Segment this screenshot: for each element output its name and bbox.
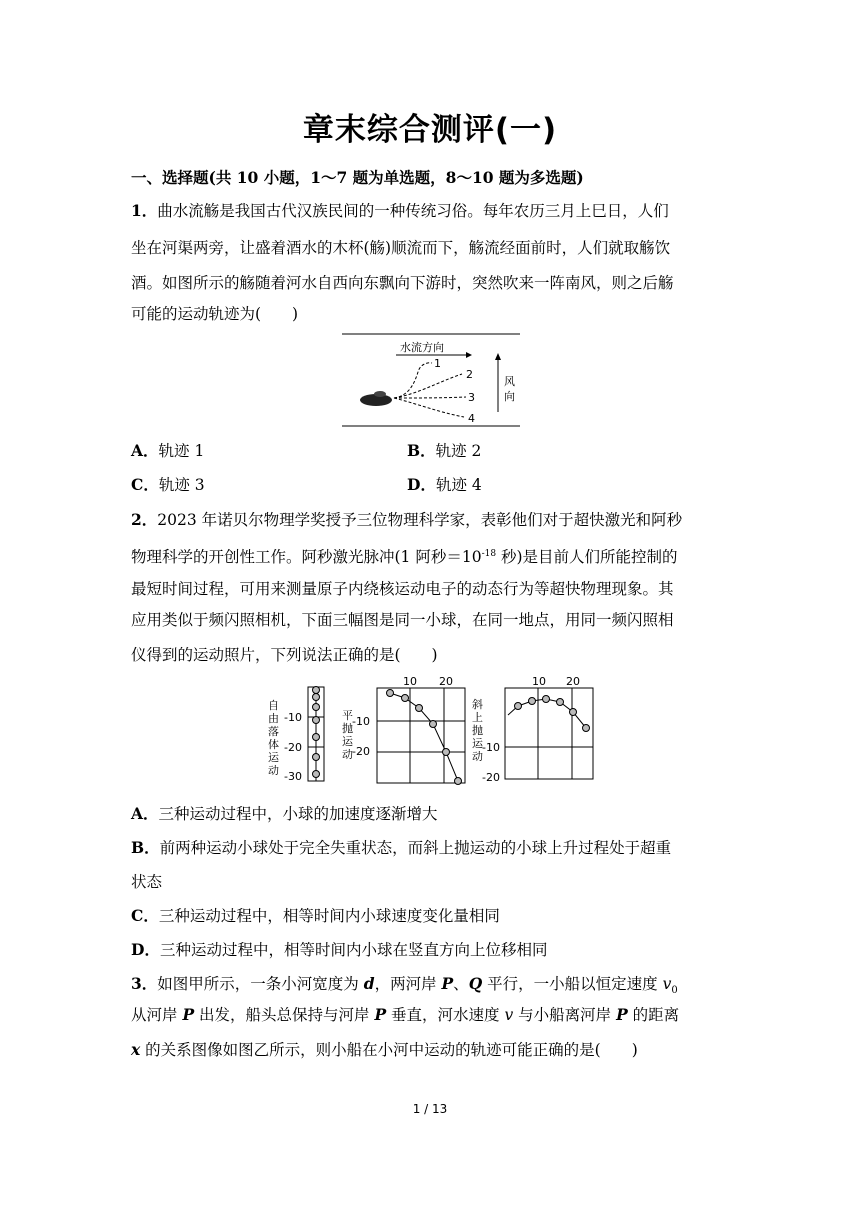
q1-option-c-text: 轨迹 3	[158, 476, 205, 494]
track-3-label: 3	[468, 391, 475, 404]
q3-text: 、	[453, 975, 469, 993]
q1-option-a-key: A．	[131, 441, 159, 460]
q1-option-d-text: 轨迹 4	[435, 476, 482, 494]
track-1	[394, 363, 432, 398]
oblique-tick-x: 10	[532, 675, 546, 688]
q2-option-a[interactable]	[131, 803, 438, 825]
q3-var-d: d	[363, 974, 375, 993]
projectile-tick-x: 20	[439, 675, 453, 688]
water-flow-label: 水流方向	[400, 341, 444, 354]
q3-var-p: P	[616, 1005, 628, 1024]
q2-option-c[interactable]	[131, 905, 500, 927]
q1-option-d-key: D．	[407, 475, 436, 494]
free-fall-ball	[313, 754, 320, 761]
free-fall-label-char: 自	[268, 699, 279, 712]
q1-option-d[interactable]	[407, 474, 482, 496]
q2-line-2	[131, 543, 678, 568]
q2-text-2b: 秒)是目前人们所能控制的	[496, 548, 678, 566]
projectile-ball	[455, 778, 462, 785]
free-fall-tick: -10	[284, 711, 302, 724]
q2-strobe-figure	[262, 673, 602, 788]
q2-line-4: 应用类似于频闪照相机，下面三幅图是同一小球，在同一地点，用同一频闪照相	[131, 611, 674, 629]
q1-option-b-key: B．	[407, 441, 436, 460]
wind-label-2: 向	[504, 390, 515, 403]
oblique-panel	[472, 675, 593, 784]
q2-option-c-text: 三种运动过程中，相等时间内小球速度变化量相同	[158, 907, 500, 925]
oblique-label-char: 抛	[472, 724, 483, 737]
projectile-label-char: 动	[342, 748, 353, 761]
free-fall-tick: -20	[284, 741, 302, 754]
free-fall-label-char: 运	[268, 751, 279, 764]
section-label: 一、选择题	[131, 168, 209, 187]
oblique-ball	[557, 699, 564, 706]
oblique-label-char: 动	[472, 750, 483, 763]
track-1-label: 1	[434, 357, 441, 370]
q3-line-2	[131, 1004, 679, 1026]
free-fall-ball	[313, 704, 320, 711]
oblique-tick-x: 20	[566, 675, 580, 688]
free-fall-ball	[313, 717, 320, 724]
q1-line-3: 酒。如图所示的觞随着河水自西向东飘向下游时，突然吹来一阵南风，则之后觞	[131, 274, 674, 292]
q3-line-3	[131, 1039, 638, 1061]
q3-var-q: Q	[468, 974, 483, 993]
q3-var-x: x	[131, 1040, 141, 1059]
projectile-tick-y: -20	[352, 745, 370, 758]
q2-option-b[interactable]	[131, 837, 671, 859]
track-4-label: 4	[468, 412, 475, 425]
q3-number: 3．	[131, 974, 158, 993]
q2-line-1	[131, 509, 682, 531]
q3-text: 从河岸	[131, 1006, 183, 1024]
page-title: 章末综合测评(一)	[302, 112, 558, 148]
q3-text: 平行，一小船以恒定速度	[482, 975, 663, 993]
q1-text-1: 曲水流觞是我国古代汉族民间的一种传统习俗。每年农历三月上巳日，人们	[157, 202, 669, 220]
q3-text: 与小船离河岸	[513, 1006, 617, 1024]
q3-var-p: P	[182, 1005, 195, 1024]
q2-option-c-key: C．	[131, 906, 159, 925]
free-fall-ball	[313, 771, 320, 778]
free-fall-tick: -30	[284, 770, 302, 783]
projectile-tick-y: -10	[352, 715, 370, 728]
projectile-label-char: 抛	[342, 722, 353, 735]
q3-text: 如图甲所示，一条小河宽度为	[157, 975, 364, 993]
projectile-path	[390, 693, 458, 781]
free-fall-label-char: 落	[268, 725, 279, 738]
q2-option-b-cont: 状态	[131, 873, 163, 891]
q3-text: 的关系图像如图乙所示，则小船在小河中运动的轨迹可能正确的是( )	[140, 1041, 638, 1059]
free-fall-label-char: 动	[268, 764, 279, 777]
free-fall-panel	[268, 687, 324, 784]
q2-option-b-key: B．	[131, 838, 160, 857]
q1-option-a-text: 轨迹 1	[158, 442, 205, 460]
q2-line-5: 仪得到的运动照片，下列说法正确的是( )	[131, 646, 438, 664]
free-fall-label-char: 体	[268, 738, 279, 751]
q1-line-1	[131, 200, 669, 222]
q2-option-a-key: A．	[131, 804, 159, 823]
track-2-label: 2	[466, 368, 473, 381]
q1-option-c[interactable]	[131, 474, 205, 496]
wind-label-1: 风	[504, 375, 515, 388]
q1-line-4: 可能的运动轨迹为( )	[131, 305, 299, 323]
projectile-label-char: 平	[342, 709, 353, 722]
projectile-ball	[443, 749, 450, 756]
q3-text: 垂直，河水速度	[386, 1006, 505, 1024]
q3-var-v0: v	[662, 975, 672, 993]
q3-var-v: v	[504, 1006, 514, 1024]
water-flow-arrowhead	[466, 352, 472, 358]
projectile-panel	[342, 675, 465, 785]
q1-option-c-key: C．	[131, 475, 159, 494]
q2-option-d-key: D．	[131, 940, 160, 959]
q2-option-d-text: 三种运动过程中，相等时间内小球在竖直方向上位移相同	[159, 941, 548, 959]
page-number: 1 / 13	[412, 1102, 448, 1116]
projectile-ball	[416, 705, 423, 712]
section-note: (共 10 小题，1～7 题为单选题，8～10 题为多选题)	[208, 168, 584, 187]
q3-text: 出发，船头总保持与河岸	[194, 1006, 375, 1024]
q3-var-p: P	[441, 974, 454, 993]
q3-line-1	[131, 973, 678, 1002]
track-3	[394, 397, 466, 398]
track-4	[394, 398, 464, 417]
q1-option-a[interactable]	[131, 440, 204, 462]
q1-option-b[interactable]	[407, 440, 481, 462]
q2-option-a-text: 三种运动过程中，小球的加速度逐渐增大	[158, 805, 438, 823]
oblique-label-char: 斜	[472, 698, 483, 711]
section-heading	[131, 167, 584, 189]
q2-text-2a: 物理科学的开创性工作。阿秒激光脉冲(1 阿秒＝10	[131, 548, 482, 566]
q1-option-b-text: 轨迹 2	[435, 442, 482, 460]
q2-option-b-text: 前两种运动小球处于完全失重状态，而斜上抛运动的小球上升过程处于超重	[159, 839, 672, 857]
projectile-ball	[402, 695, 409, 702]
q1-number: 1．	[131, 201, 158, 220]
wind-arrowhead	[495, 353, 501, 360]
oblique-tick-y: -20	[482, 771, 500, 784]
projectile-label-char: 运	[342, 735, 353, 748]
q3-var-p: P	[374, 1005, 387, 1024]
cup-rim-icon	[374, 391, 386, 397]
q2-text-1: 2023 年诺贝尔物理学奖授予三位物理科学家，表彰他们对于超快激光和阿秒	[157, 511, 683, 529]
q2-option-d[interactable]	[131, 939, 547, 961]
oblique-ball	[543, 696, 550, 703]
q2-line-3: 最短时间过程，可用来测量原子内绕核运动电子的动态行为等超快物理现象。其	[131, 580, 674, 598]
free-fall-label-char: 由	[268, 712, 279, 725]
projectile-tick-x: 10	[403, 675, 417, 688]
free-fall-ball	[313, 687, 320, 694]
free-fall-ball	[313, 734, 320, 741]
q2-number: 2．	[131, 510, 158, 529]
oblique-tick-y: -10	[482, 741, 500, 754]
oblique-label-char: 上	[472, 711, 483, 724]
q1-river-figure	[338, 330, 524, 430]
projectile-ball	[430, 721, 437, 728]
oblique-ball	[583, 725, 590, 732]
oblique-ball	[515, 703, 522, 710]
projectile-frame	[377, 688, 465, 783]
q3-text: 的距离	[627, 1006, 680, 1024]
q3-text: ，两河岸	[374, 975, 442, 993]
oblique-frame	[505, 688, 593, 779]
oblique-ball	[529, 698, 536, 705]
q3-var-v0-sub: 0	[671, 985, 678, 997]
q1-line-2: 坐在河渠两旁，让盛着酒水的木杯(觞)顺流而下，觞流经面前时，人们就取觞饮	[131, 239, 671, 257]
oblique-ball	[570, 709, 577, 716]
oblique-label-char: 运	[472, 737, 483, 750]
projectile-ball	[387, 690, 394, 697]
free-fall-ball	[313, 694, 320, 701]
q2-exponent: -18	[481, 549, 497, 559]
